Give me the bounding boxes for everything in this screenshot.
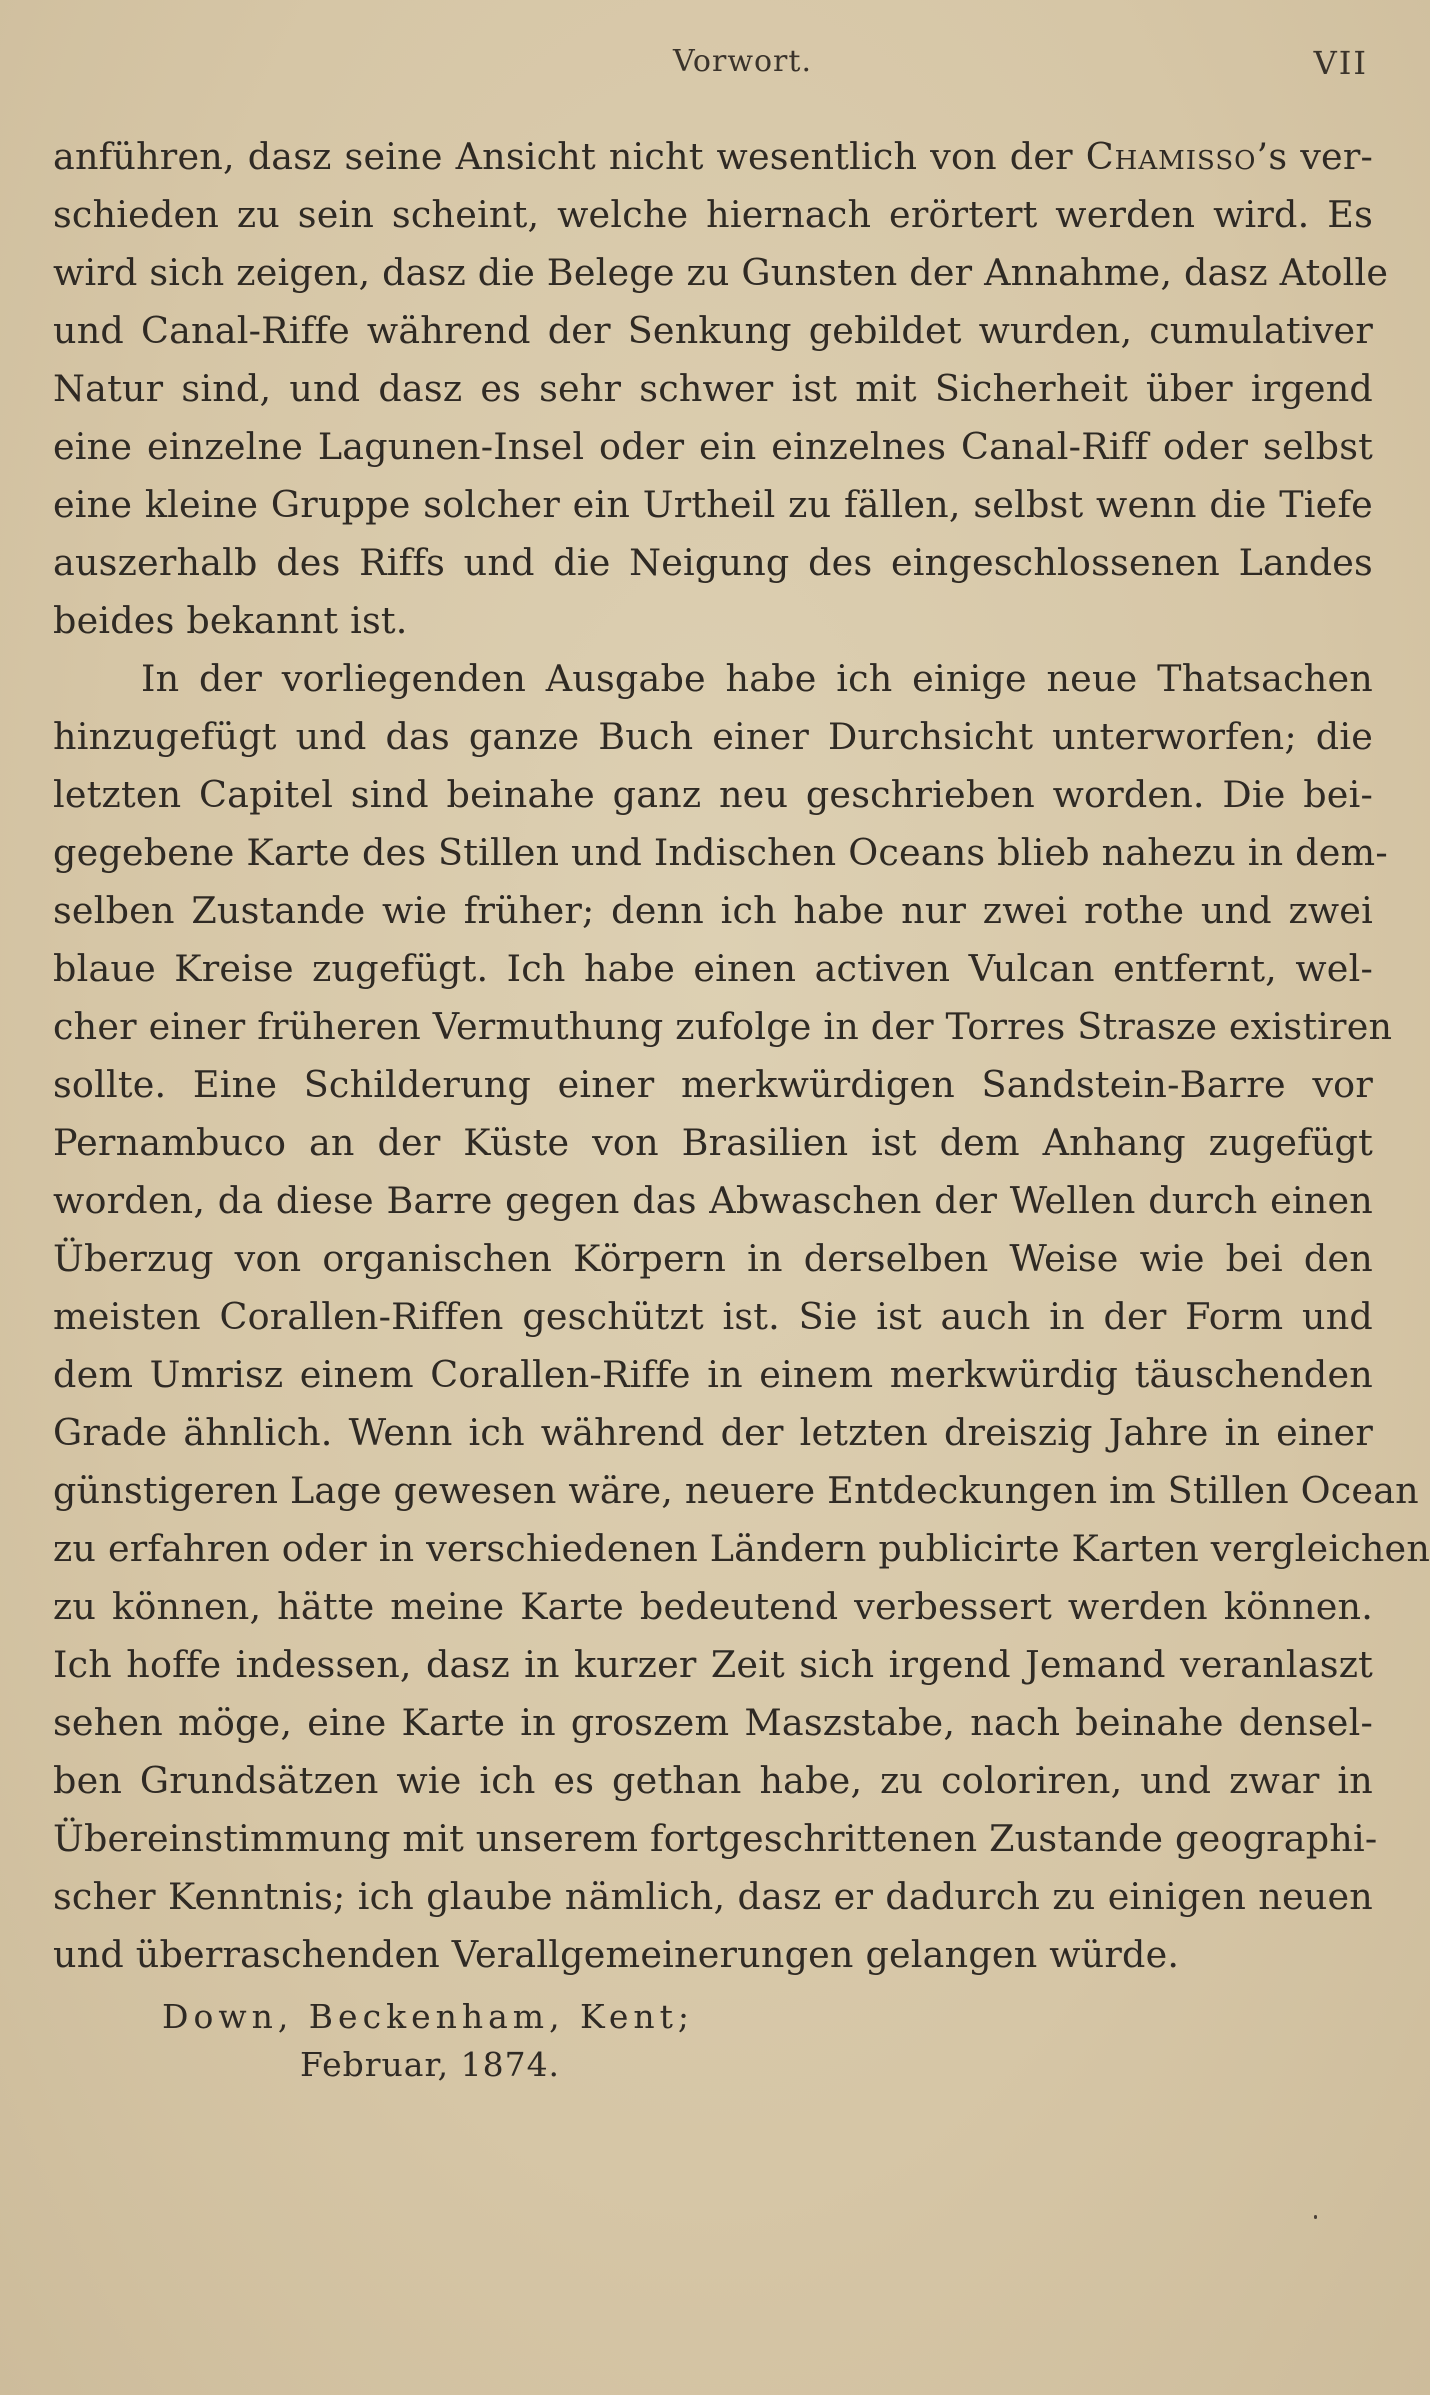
text-line: Überzug von organischen Körpern in derselben Weise wie bei den <box>53 1237 1373 1280</box>
text-line: Ich hoffe indessen, dasz in kurzer Zeit sich irgend Jemand veranlaszt <box>53 1643 1373 1686</box>
text-line: In der vorliegenden Ausgabe habe ich einige neue Thatsachen <box>141 657 1373 700</box>
text-line: ben Grundsätzen wie ich es gethan habe, zu coloriren, und zwar in <box>53 1759 1373 1802</box>
text-line: wird sich zeigen, dasz die Belege zu Gunsten der Annahme, dasz Atolle <box>53 251 1389 294</box>
text-line: blaue Kreise zugefügt. Ich habe einen activen Vulcan entfernt, wel- <box>53 947 1373 990</box>
running-title: Vorwort. <box>673 44 812 79</box>
page-number: VII <box>1313 44 1368 82</box>
signature-block <box>162 1993 694 2089</box>
text-line <box>53 128 1373 186</box>
text-line: beides bekannt ist. <box>53 599 408 642</box>
text-line: zu können, hätte meine Karte bedeutend verbessert werden können. <box>53 1585 1373 1628</box>
running-head <box>0 44 1430 88</box>
text-line: Grade ähnlich. Wenn ich während der letzten dreiszig Jahre in einer <box>53 1411 1373 1454</box>
text-line: dem Umrisz einem Corallen-Riffe in einem merkwürdig täuschenden <box>53 1353 1373 1396</box>
text-line: meisten Corallen-Riffen geschützt ist. Sie ist auch in der Form und <box>53 1295 1373 1338</box>
text-line: letzten Capitel sind beinahe ganz neu geschrieben worden. Die bei- <box>53 773 1373 816</box>
text-line: eine kleine Gruppe solcher ein Urtheil zu fällen, selbst wenn die Tiefe <box>53 483 1373 526</box>
name-smallcaps: Chamisso <box>1085 135 1257 178</box>
text-line: worden, da diese Barre gegen das Abwaschen der Wellen durch einen <box>53 1179 1373 1222</box>
text-line: selben Zustande wie früher; denn ich habe nur zwei rothe und zwei <box>53 889 1373 932</box>
text-line: scher Kenntnis; ich glaube nämlich, dasz er dadurch zu einigen neuen <box>53 1875 1373 1918</box>
text-line: zu erfahren oder in verschiedenen Ländern publicirte Karten vergleichen <box>53 1527 1430 1570</box>
text-line: und überraschenden Verallgemeinerungen gelangen würde. <box>53 1933 1180 1976</box>
text-line: günstigeren Lage gewesen wäre, neuere Entdeckungen im Stillen Ocean <box>53 1469 1419 1512</box>
text-line: hinzugefügt und das ganze Buch einer Durchsicht unterworfen; die <box>53 715 1373 758</box>
body-text <box>53 128 1430 1984</box>
text-line: sehen möge, eine Karte in groszem Maszstabe, nach beinahe densel- <box>53 1701 1373 1744</box>
signature-place: Down, Beckenham, Kent; <box>162 1997 694 2036</box>
paper-speck <box>1314 2215 1317 2219</box>
text-line: Natur sind, und dasz es sehr schwer ist mit Sicherheit über irgend <box>53 367 1373 410</box>
signature-date: Februar, 1874. <box>300 2045 561 2084</box>
text-line: schieden zu sein scheint, welche hiernach erörtert werden wird. Es <box>53 193 1373 236</box>
text-line: gegebene Karte des Stillen und Indischen Oceans blieb nahezu in dem- <box>53 831 1388 874</box>
text-line: Pernambuco an der Küste von Brasilien ist dem Anhang zugefügt <box>53 1121 1373 1164</box>
text-line: cher einer früheren Vermuthung zufolge in der Torres Strasze existiren <box>53 1005 1393 1048</box>
text-line-part: anführen, dasz seine Ansicht nicht wesentlich von der <box>53 135 1086 178</box>
text-line-part: ’s ver- <box>1256 135 1373 178</box>
text-line: eine einzelne Lagunen-Insel oder ein einzelnes Canal-Riff oder selbst <box>53 425 1373 468</box>
text-line: und Canal-Riffe während der Senkung gebildet wurden, cumulativer <box>53 309 1373 352</box>
text-line: auszerhalb des Riffs und die Neigung des eingeschlossenen Landes <box>53 541 1373 584</box>
text-line: sollte. Eine Schilderung einer merkwürdigen Sandstein-Barre vor <box>53 1063 1373 1106</box>
text-line: Übereinstimmung mit unserem fortgeschrittenen Zustande geographi- <box>53 1817 1378 1860</box>
